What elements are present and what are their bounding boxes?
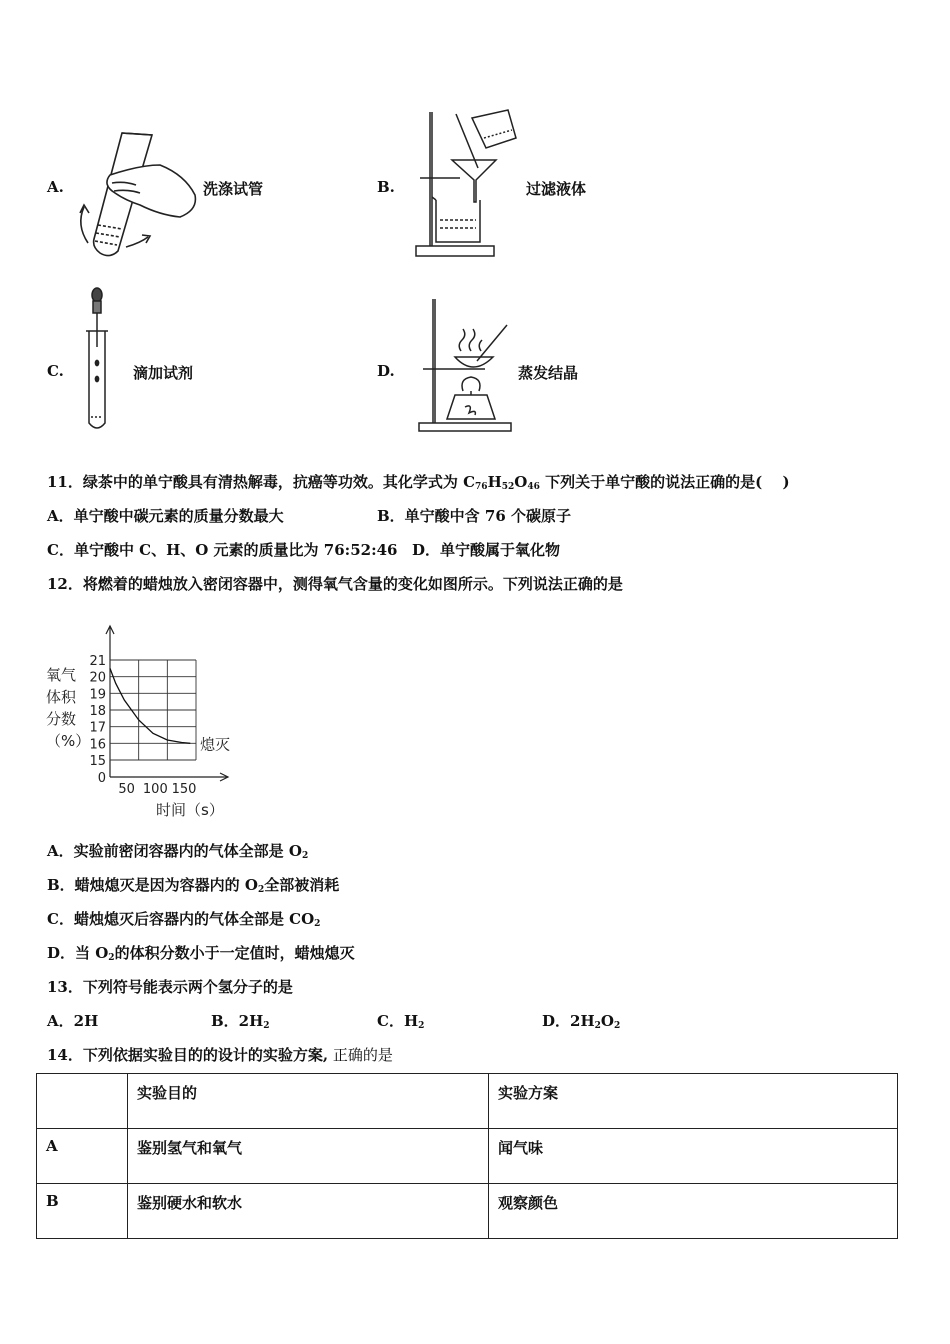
y-tick-label: 19 [89, 687, 106, 703]
chart-annotation: 熄灭 [200, 735, 231, 754]
table-cell: 鉴别氢气和氧气 [128, 1129, 489, 1184]
option-letter-d: D. [377, 362, 395, 380]
q12-option-a: A．实验前密闭容器内的气体全部是 $O_2$ [47, 842, 309, 861]
q13-option-a: A．2H [47, 1012, 99, 1030]
table-cell: 闻气味 [489, 1129, 898, 1184]
q11-stem: 11．绿茶中的单宁酸具有清热解毒，抗癌等功效。其化学式为 $C_{76}H_{52}O_{46}$ 下列关于单宁酸的说法正确的是( ) [47, 473, 790, 492]
q13-option-c: C．$H_2$ [377, 1012, 425, 1031]
option-label-a: 洗涤试管 [203, 180, 264, 198]
x-tick-label: 50 [118, 782, 135, 797]
q13-option-d: D．$2H_2O_2$ [542, 1012, 621, 1031]
dropper-icon [82, 287, 112, 435]
experiment-table [36, 1073, 898, 1239]
y-tick-label: 16 [89, 737, 106, 753]
q11-option-b: B．单宁酸中含 76 个碳原子 [377, 507, 571, 525]
y-tick-label: 20 [89, 670, 106, 686]
q11-option-d: D．单宁酸属于氧化物 [412, 541, 561, 559]
table-header-cell: 实验方案 [489, 1074, 898, 1129]
q12-option-c: C．蜡烛熄灭后容器内的气体全部是 $CO_2$ [47, 910, 321, 929]
option-label-d: 蒸发结晶 [518, 364, 579, 382]
q12-option-d: D．当 $O_2$的体积分数小于一定值时，蜡烛熄灭 [47, 944, 355, 963]
x-tick-label: 150 [171, 782, 197, 797]
q11-option-c: C．单宁酸中 C、H、O 元素的质量比为 76:52:46 [47, 541, 398, 559]
x-axis-label: 时间（s） [156, 801, 224, 819]
y-axis-label: 分数 [46, 710, 77, 728]
y-axis-label: （%） [46, 732, 91, 750]
y-axis-label: 体积 [46, 688, 77, 706]
x-tick-label: 100 [142, 782, 168, 797]
y-tick-label: 17 [89, 720, 106, 736]
table-cell: 观察颜色 [489, 1184, 898, 1239]
q13-stem: 13．下列符号能表示两个氢分子的是 [47, 978, 293, 996]
table-cell: B [37, 1184, 128, 1239]
q12-option-b: B．蜡烛熄灭是因为容器内的 $O_2$全部被消耗 [47, 876, 340, 895]
y-tick-label: 18 [89, 704, 106, 719]
series-line [110, 668, 190, 743]
table-cell: 鉴别硬水和软水 [128, 1184, 489, 1239]
table-row [37, 1184, 898, 1239]
table-cell: A [37, 1129, 128, 1184]
table-header-cell: 实验目的 [128, 1074, 489, 1129]
y-tick-label: 21 [89, 654, 106, 669]
q11-option-a: A．单宁酸中碳元素的质量分数最大 [47, 507, 284, 525]
oxygen-chart [40, 620, 250, 820]
table-row [37, 1129, 898, 1184]
y-tick-label: 0 [97, 771, 106, 786]
q13-option-b: B．$2H_2$ [211, 1012, 270, 1031]
q12-stem: 12．将燃着的蜡烛放入密闭容器中，测得氧气含量的变化如图所示。下列说法正确的是 [47, 575, 623, 593]
test-tube-washing-icon [70, 125, 210, 260]
table-header-cell [37, 1074, 128, 1129]
option-letter-b: B. [377, 178, 395, 196]
option-letter-c: C. [47, 362, 64, 380]
filtration-icon [412, 108, 522, 260]
evaporation-icon [415, 295, 520, 435]
option-label-c: 滴加试剂 [133, 364, 194, 382]
option-letter-a: A. [47, 178, 64, 196]
table-header-row [37, 1074, 898, 1129]
y-axis-label: 氧气 [46, 666, 77, 684]
y-tick-label: 15 [89, 754, 106, 769]
option-label-b: 过滤液体 [526, 180, 587, 198]
q14-stem: 14．下列依据实验目的的设计的实验方案, 正确的是 [47, 1046, 393, 1064]
